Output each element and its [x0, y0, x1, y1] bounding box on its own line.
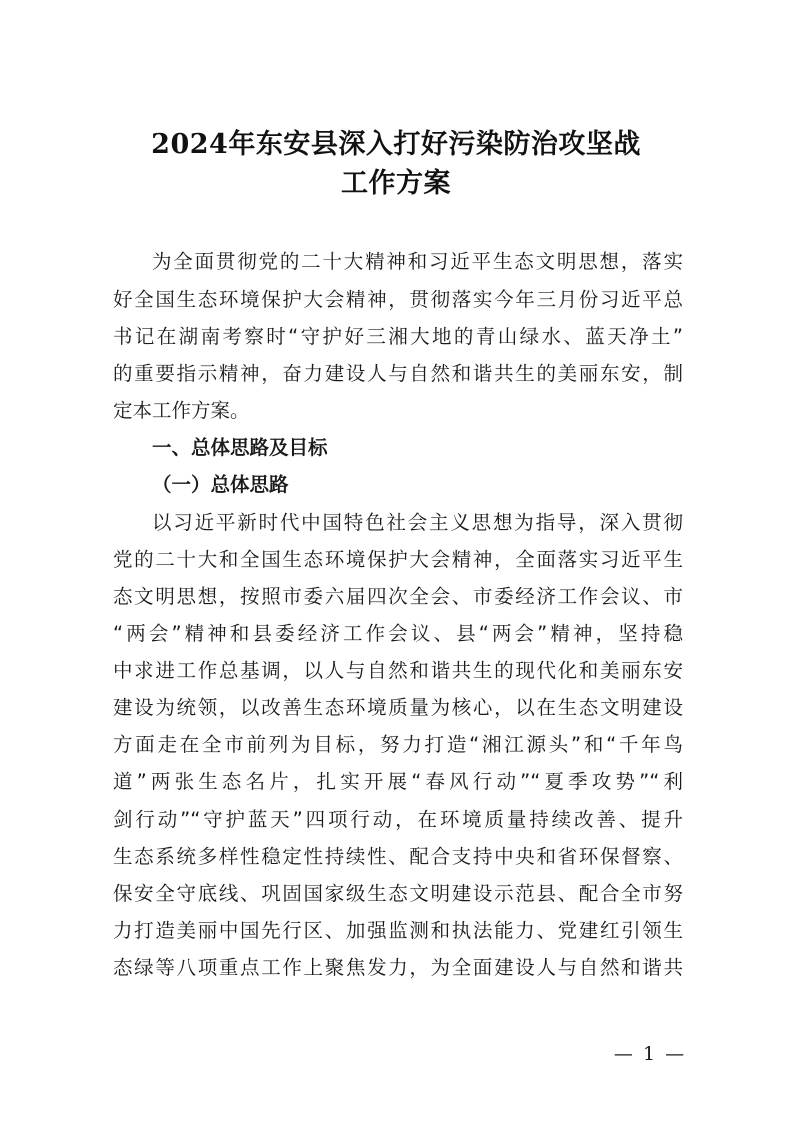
intro-paragraph-line: 好全国生态环境保护大会精神，贯彻落实今年三月份习近平总	[113, 288, 683, 311]
intro-paragraph-line: 的重要指示精神，奋力建设人与自然和谐共生的美丽东安，制	[113, 362, 683, 385]
body-paragraph-line: 剑行动”“守护蓝天”四项行动，在环境质量持续改善、提升	[113, 808, 683, 831]
document-title-line-1: 2024年东安县深入打好污染防治攻坚战	[151, 129, 641, 160]
body-paragraph-line: 态绿等八项重点工作上聚焦发力，为全面建设人与自然和谐共	[113, 956, 683, 979]
subsection-heading: （一）总体思路	[152, 473, 289, 496]
section-heading: 一、总体思路及目标	[152, 436, 328, 459]
body-paragraph-line: 中求进工作总基调，以人与自然和谐共生的现代化和美丽东安	[113, 659, 683, 682]
body-paragraph-line: 态文明思想，按照市委六届四次全会、市委经济工作会议、市	[113, 585, 683, 608]
intro-paragraph-line: 为全面贯彻党的二十大精神和习近平生态文明思想，落实	[152, 250, 683, 273]
page-number: — 1 —	[613, 1043, 687, 1065]
body-paragraph-line: 保安全守底线、巩固国家级生态文明建设示范县、配合全市努	[113, 882, 683, 905]
body-paragraph-line: 建设为统领，以改善生态环境质量为核心，以在生态文明建设	[113, 696, 683, 719]
body-paragraph-line: 以习近平新时代中国特色社会主义思想为指导，深入贯彻	[152, 511, 683, 534]
body-paragraph-line: 方面走在全市前列为目标，努力打造“湘江源头”和“千年鸟	[113, 733, 683, 756]
intro-paragraph-line: 定本工作方案。	[113, 399, 250, 422]
body-paragraph-line: 生态系统多样性稳定性持续性、配合支持中央和省环保督察、	[113, 845, 683, 868]
document-title-line-2: 工作方案	[341, 168, 451, 199]
intro-paragraph-line: 书记在湖南考察时“守护好三湘大地的青山绿水、蓝天净土”	[113, 325, 683, 348]
body-paragraph-line: 道”两张生态名片，扎实开展“春风行动”“夏季攻势”“利	[113, 770, 683, 793]
body-paragraph-line: 力打造美丽中国先行区、加强监测和执法能力、党建红引领生	[113, 919, 683, 942]
body-paragraph-line: 党的二十大和全国生态环境保护大会精神，全面落实习近平生	[113, 548, 683, 571]
body-paragraph-line: “两会”精神和县委经济工作会议、县“两会”精神，坚持稳	[113, 622, 683, 645]
